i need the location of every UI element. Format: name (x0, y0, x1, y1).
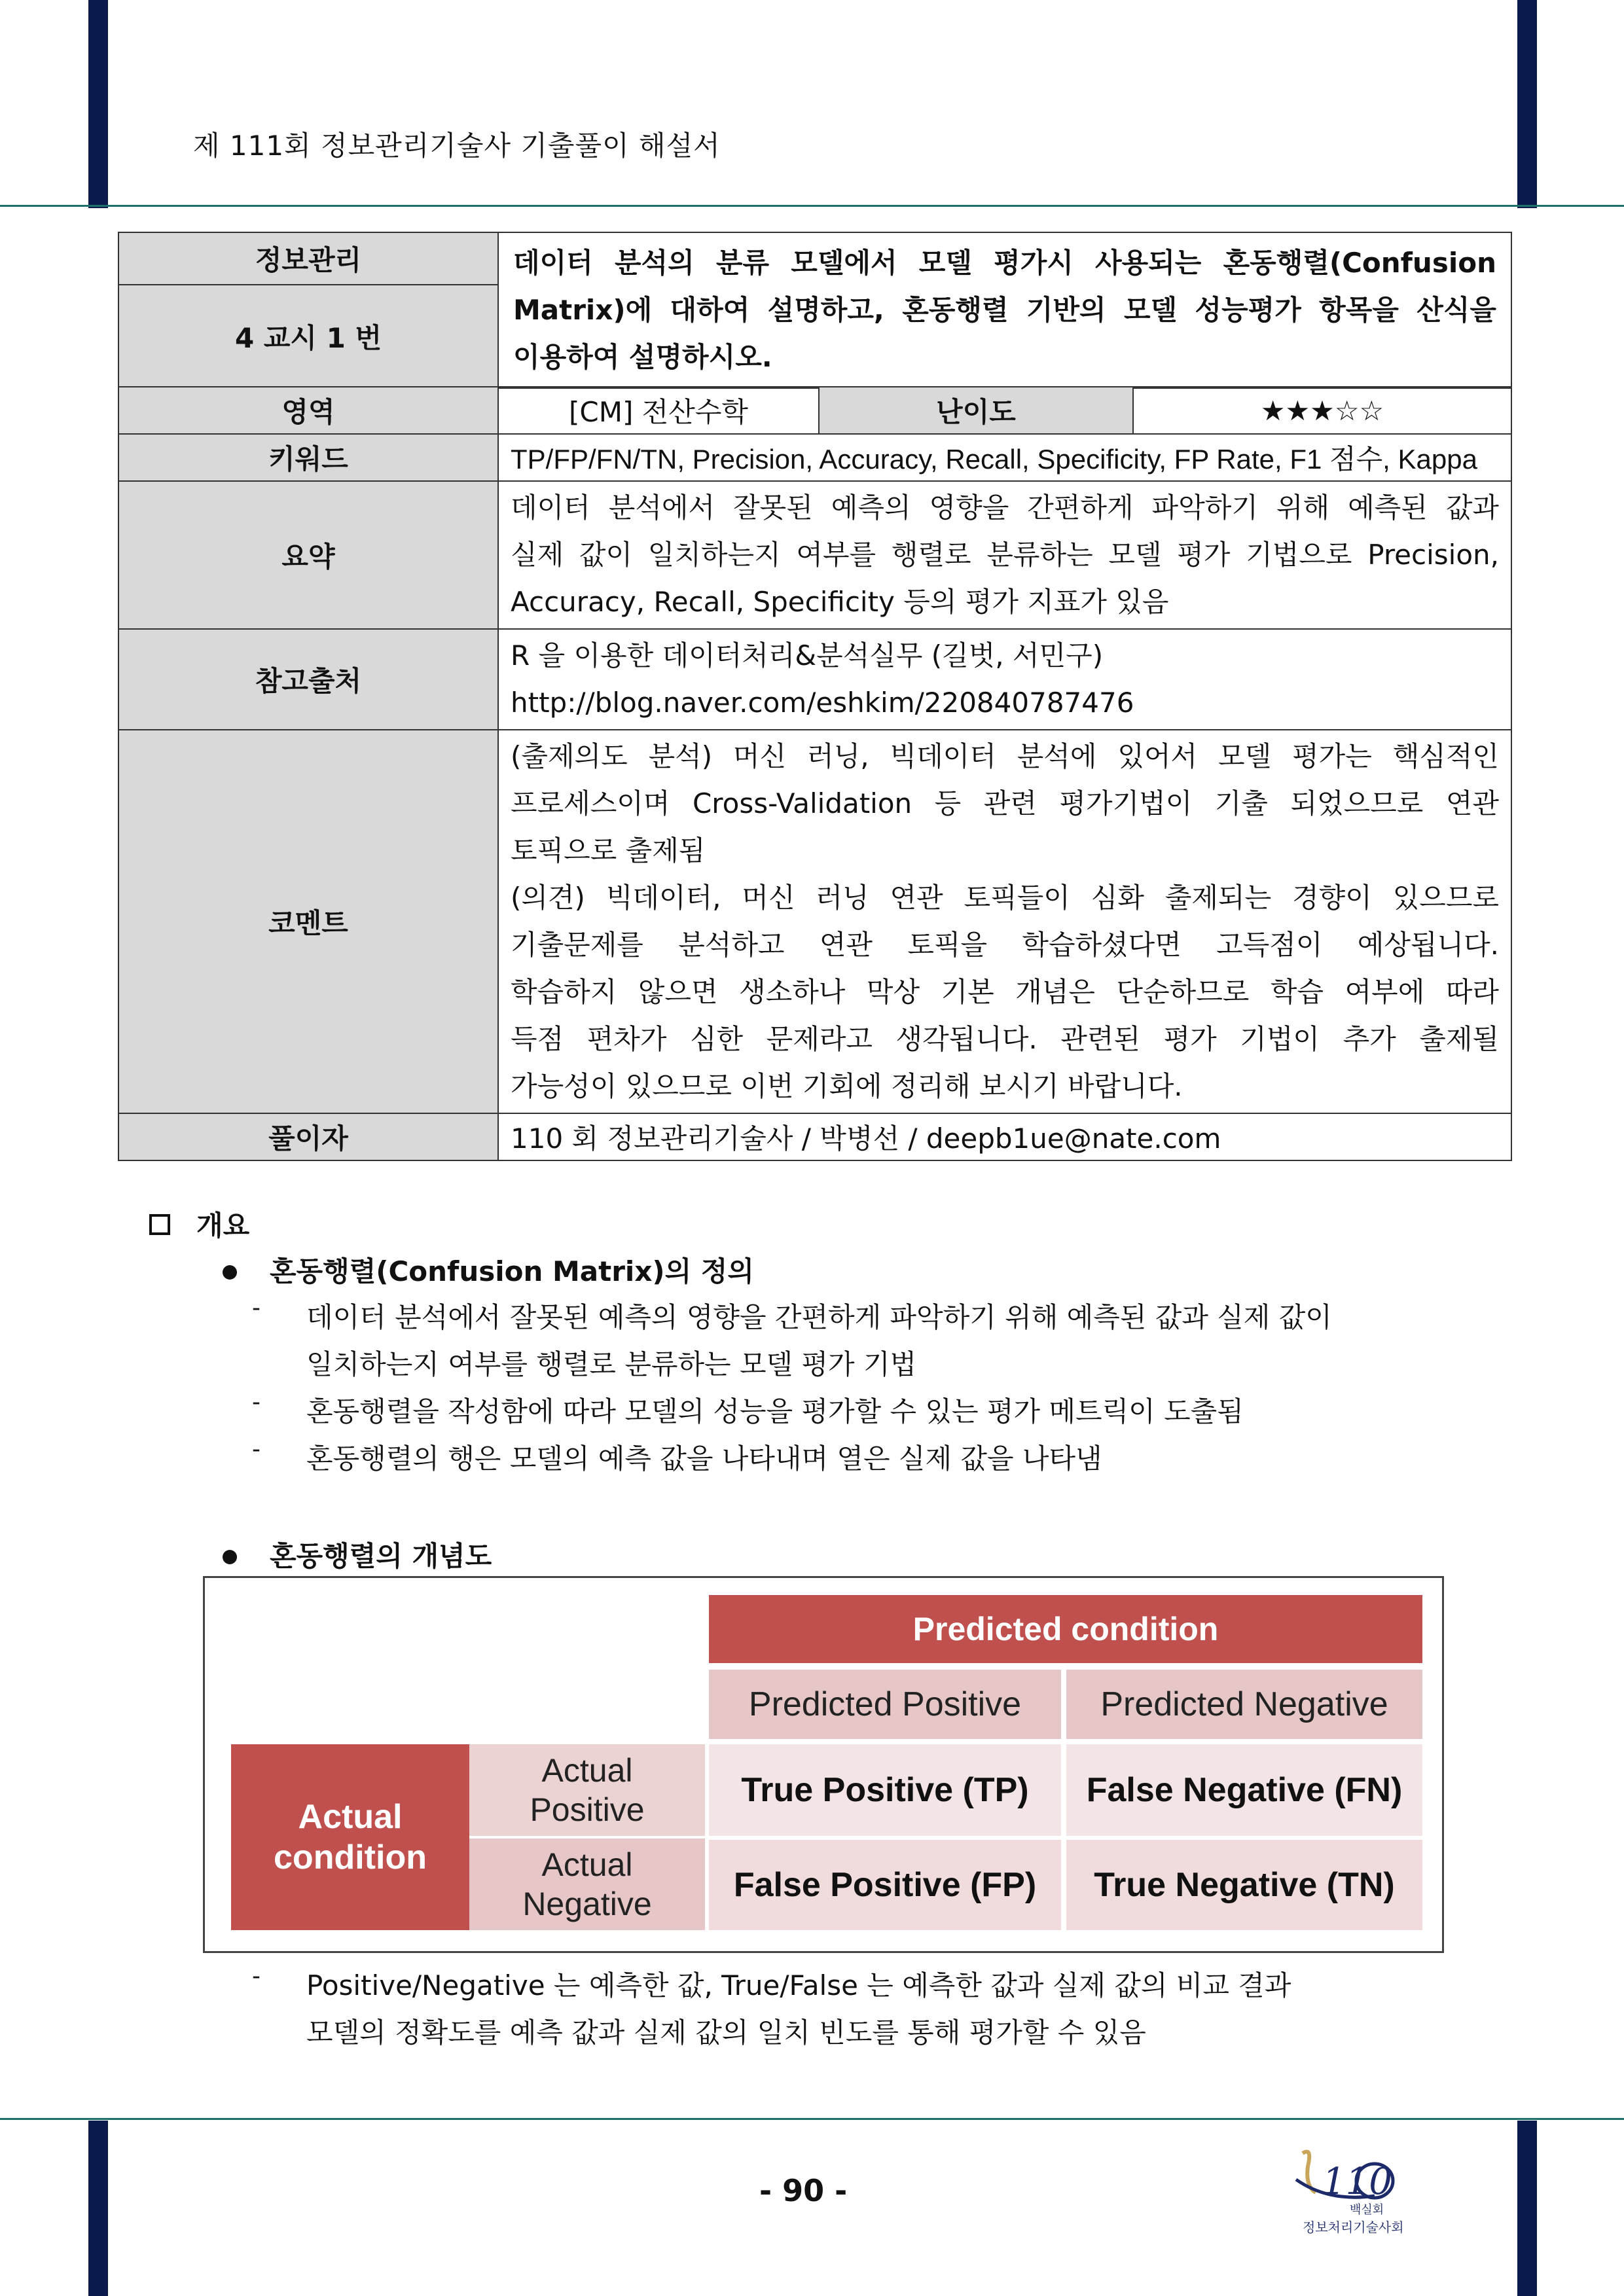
page-number: - 90 - (759, 2173, 848, 2208)
solver-value: 110 회 정보관리기술사 / 박병선 / deepb1ue@nate.com (498, 1113, 1511, 1160)
diagram-heading: 혼동행렬의 개념도 (223, 1535, 492, 1574)
bullet-dot-icon (223, 1265, 237, 1280)
dash-marker: - (252, 1389, 261, 1416)
explanation-item: Positive/Negative 는 예측한 값, True/False 는 예측한 값과 실제 값의 비교 결과 (306, 1969, 1291, 2001)
false-positive-cell: False Positive (FP) (709, 1840, 1061, 1930)
definition-heading: 혼동행렬(Confusion Matrix)의 정의 (223, 1250, 754, 1289)
question-text: 데이터 분석의 분류 모델에서 모델 평가시 사용되는 혼동행렬(Confusion Matrix)에 대하여 설명하고, 혼동행렬 기반의 모델 성능평가 항목을 산식을 이용하여 설명하시오. (498, 232, 1511, 388)
svg-text:110: 110 (1322, 2161, 1392, 2203)
definition-item: 혼동행렬의 행은 모델의 예측 값을 나타내며 열은 실제 값을 나타냄 (306, 1443, 1102, 1475)
club-logo (1276, 2140, 1434, 2238)
difficulty-label: 난이도 (819, 387, 1133, 434)
header-rule (0, 205, 1624, 207)
reference-link[interactable]: http://blog.naver.com/eshkim/220840787476 (511, 687, 1134, 719)
footer-rule (0, 2118, 1624, 2120)
svg-text:정보처리기술사회: 정보처리기술사회 (1303, 2219, 1404, 2235)
bottom-right-bar (1517, 2121, 1537, 2296)
definition-item: 데이터 분석에서 잘못된 예측의 영향을 간편하게 파악하기 위해 예측된 값과 실제 값이 (306, 1301, 1332, 1333)
confusion-matrix-diagram (203, 1576, 1444, 1953)
dash-marker: - (252, 1436, 261, 1463)
logo-emblem-icon (1276, 2140, 1434, 2238)
session-label: 4 교시 1 번 (118, 285, 498, 388)
definition-item-cont: 일치하는지 여부를 행렬로 분류하는 모델 평가 기법 (306, 1348, 917, 1380)
keyword-label: 키워드 (118, 434, 498, 481)
predicted-condition-header: Predicted condition (709, 1595, 1422, 1663)
explanation-item-cont: 모델의 정확도를 예측 값과 실제 값의 일치 빈도를 통해 평가할 수 있음 (306, 2017, 1146, 2049)
comment-text: (출제의도 분석) 머신 러닝, 빅데이터 분석에 있어서 모델 평가는 핵심적인 프로세스이며 Cross-Validation 등 관련 평가기법이 기출 되었으므로 연관 토픽으로 출제됨 (의견) 빅데이터, 머신 러닝 연관 토픽들이 심화 출제되는 경향이 있으므로 기출문제를 분석하고 연관 토픽을 학습하셨다면 고득점이 예상됩니다. 학습하지 않으면 생소하나 막상 기본 개념은 단순하므로 학습 여부에 따라 득점 편차가 심한 문제라고 생각됩니다. 관련된 평가 기법이 추가 출제될 가능성이 있으므로 이번 기회에 정리해 보시기 바랍니다. (498, 730, 1511, 1113)
true-positive-cell: True Positive (TP) (709, 1744, 1061, 1836)
difficulty-stars: ★★★☆☆ (1133, 387, 1511, 434)
summary-text: 데이터 분석에서 잘못된 예측의 영향을 간편하게 파악하기 위해 예측된 값과 실제 값이 일치하는지 여부를 행렬로 분류하는 모델 평가 기법으로 Precision, Accuracy, Recall, Specificity 등의 평가 지표가 있음 (498, 481, 1511, 629)
false-negative-cell: False Negative (FN) (1066, 1744, 1422, 1836)
page-header-title: 제 111회 정보관리기술사 기출풀이 해설서 (193, 130, 721, 162)
category-label: 정보관리 (118, 232, 498, 285)
definition-item: 혼동행렬을 작성함에 따라 모델의 성능을 평가할 수 있는 평가 메트릭이 도출됨 (306, 1395, 1244, 1427)
area-value: [CM] 전산수학 (498, 387, 819, 434)
svg-text:백실회: 백실회 (1350, 2203, 1384, 2217)
bullet-dot-icon (223, 1550, 237, 1564)
overview-heading: 개요 (149, 1204, 249, 1244)
checkbox-square-icon (149, 1214, 170, 1235)
dash-marker: - (252, 1963, 261, 1990)
dash-marker: - (252, 1295, 261, 1321)
keyword-value: TP/FP/FN/TN, Precision, Accuracy, Recall, Specificity, FP Rate, F1 점수, Kappa (498, 434, 1511, 481)
area-label: 영역 (118, 387, 498, 434)
top-right-bar (1517, 0, 1537, 208)
bottom-left-bar (88, 2121, 108, 2296)
solver-label: 풀이자 (118, 1113, 498, 1160)
actual-positive-header: Actual Positive (469, 1744, 705, 1836)
top-left-bar (88, 0, 108, 208)
reference-text: R 을 이용한 데이터처리&분석실무 (길벗, 서민구) http://blog.naver.com/eshkim/220840787476 (498, 629, 1511, 730)
actual-negative-header: Actual Negative (469, 1839, 705, 1930)
meta-table (118, 386, 1512, 1161)
true-negative-cell: True Negative (TN) (1066, 1840, 1422, 1930)
predicted-negative-header: Predicted Negative (1066, 1670, 1422, 1739)
comment-label: 코멘트 (118, 730, 498, 1113)
summary-label: 요약 (118, 481, 498, 629)
predicted-positive-header: Predicted Positive (709, 1670, 1061, 1739)
reference-label: 참고출처 (118, 629, 498, 730)
question-table (118, 232, 1512, 389)
actual-condition-header: Actual condition (231, 1744, 469, 1930)
